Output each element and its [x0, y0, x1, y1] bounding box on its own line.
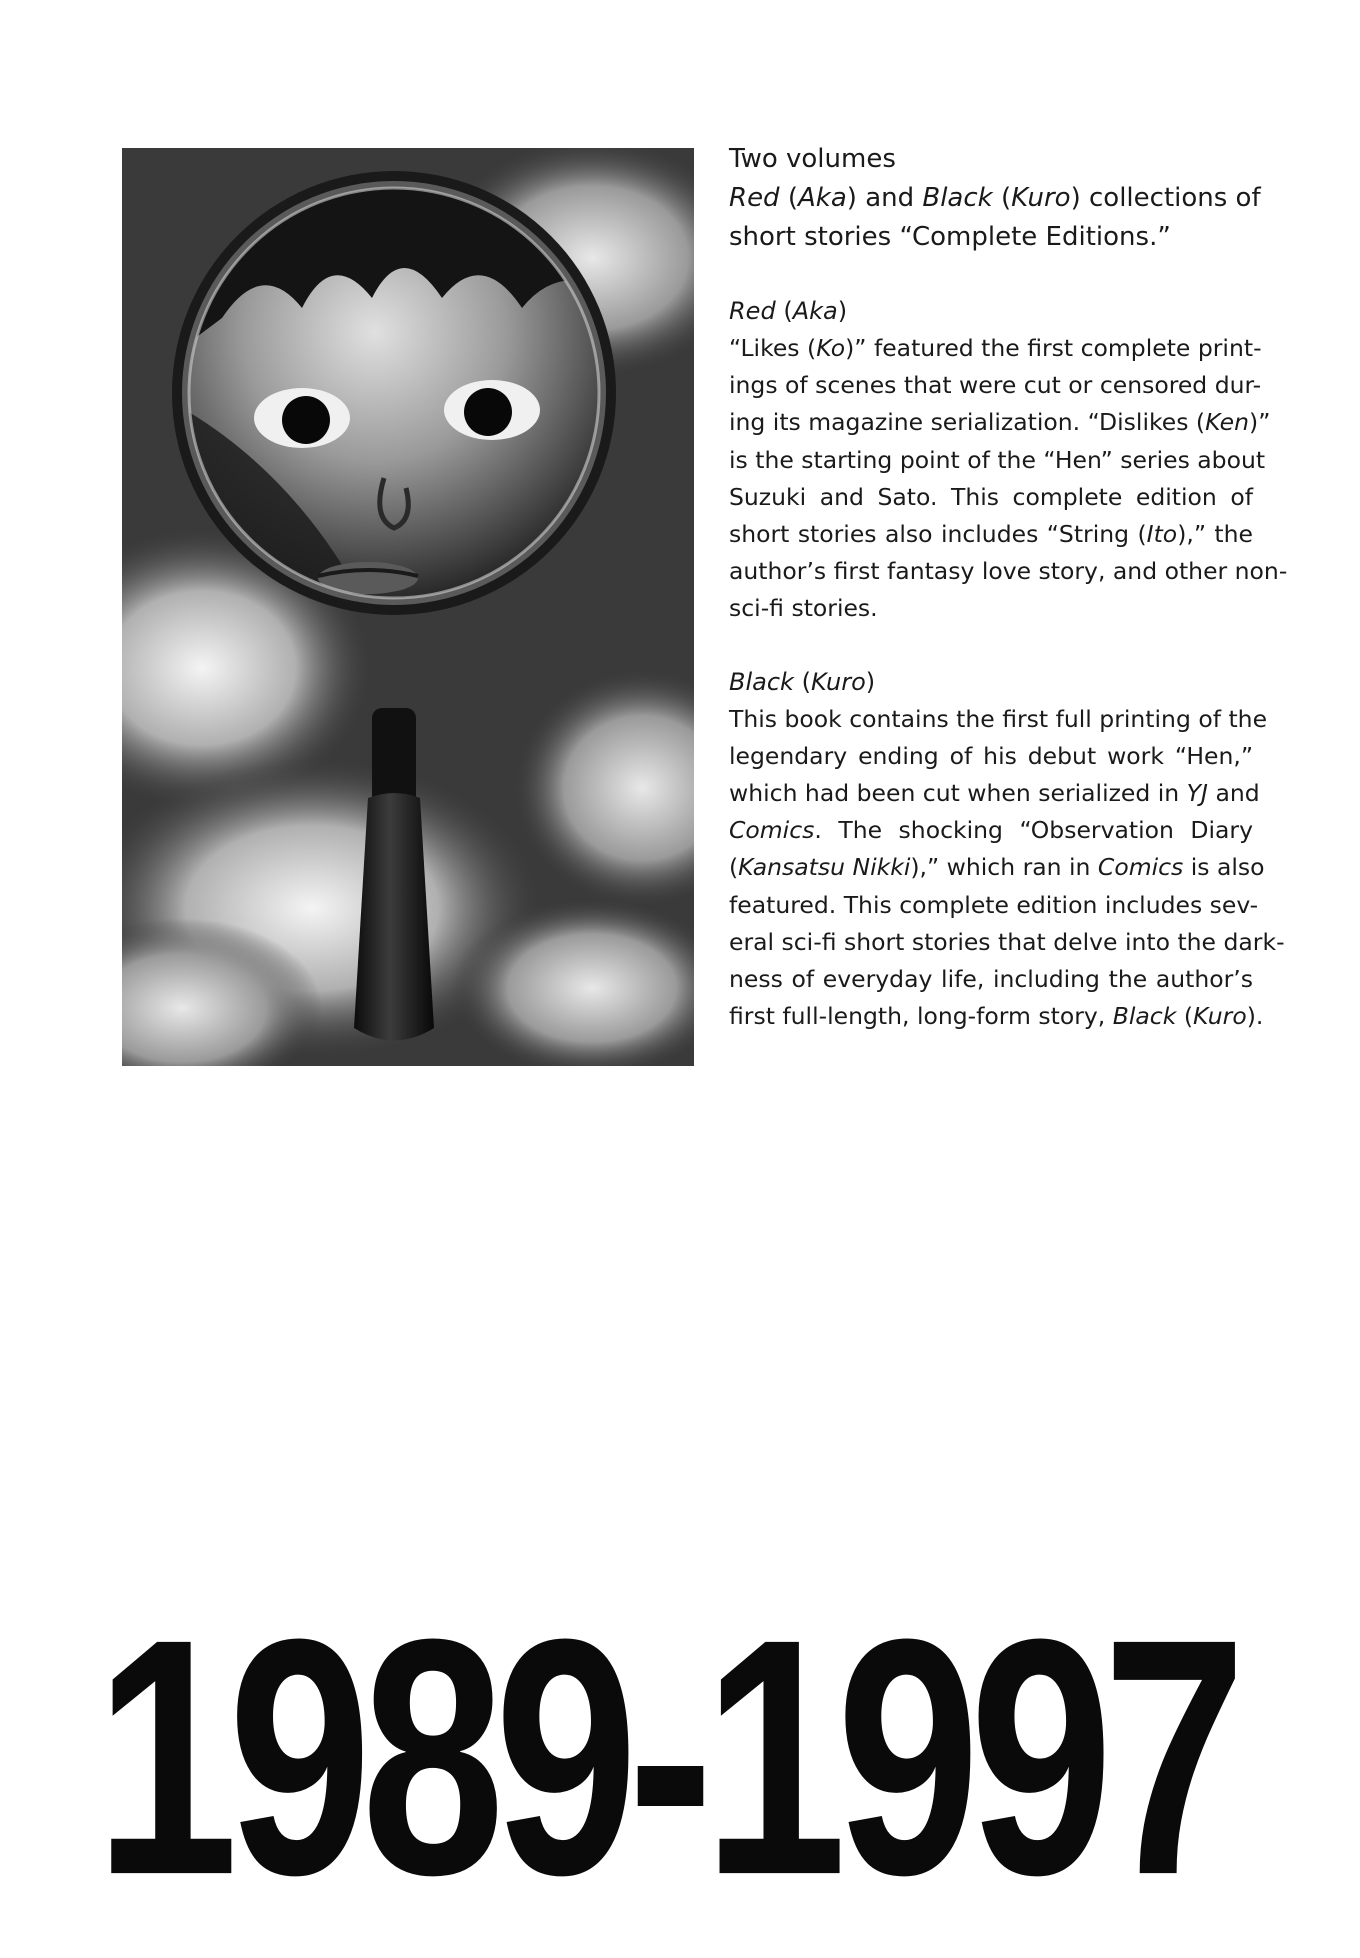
cover-illustration [122, 148, 694, 1066]
italic-term: YJ [1186, 779, 1208, 808]
text-run: and [1207, 779, 1260, 808]
italic-term: Kuro [1192, 1002, 1247, 1031]
red-title-main: Red [729, 297, 776, 325]
italic-term: Ko [816, 334, 846, 362]
red-section-title [729, 293, 1253, 330]
black-section-line [729, 775, 1260, 812]
text-run: ),” which ran in [910, 853, 1098, 882]
year-range-heading: 1989-1997 [95, 1568, 1236, 1945]
text-run: legendary ending of his debut work “Hen,” [729, 741, 1253, 770]
text-run: Suzuki and Sato. This complete edition of [729, 482, 1253, 511]
italic-term: Black [1112, 1002, 1177, 1031]
text-run: ). [1246, 1002, 1264, 1031]
intro-text [729, 140, 1261, 257]
intro-line-2 [729, 179, 1261, 218]
black-section-line [729, 701, 1268, 738]
black-section-line [729, 738, 1253, 775]
black-title-paren-open: ( [793, 667, 811, 696]
text-run: author’s first fantasy love story, and other non- [729, 557, 1288, 586]
text-run: ),” the [1177, 520, 1253, 549]
intro-kuro: Kuro [1011, 183, 1071, 213]
text-run: )” [1249, 408, 1271, 437]
red-section-line [729, 479, 1253, 516]
description-block [729, 140, 1288, 1035]
italic-term: Kansatsu Nikki [738, 853, 911, 882]
intro-collections: ) collections of [1070, 183, 1261, 213]
black-section-line [729, 849, 1265, 886]
red-section-line [729, 553, 1288, 590]
black-title-paren-close: ) [865, 667, 876, 696]
red-section-line [729, 330, 1262, 367]
italic-term: Ito [1146, 520, 1178, 549]
red-title-paren-close: ) [837, 297, 848, 325]
text-run: ings of scenes that were cut or censored dur- [729, 371, 1262, 400]
intro-paren: ( [779, 183, 798, 213]
text-run: is the starting point of the “Hen” series about [729, 445, 1266, 474]
text-run: . The shocking “Observation Diary [814, 816, 1253, 845]
black-title-sub: Kuro [810, 667, 866, 696]
black-section-title [729, 664, 1253, 701]
text-run: which had been cut when serialized in [729, 779, 1187, 808]
text-run: ( [1176, 1002, 1193, 1031]
text-run: short stories also includes “String ( [729, 520, 1147, 549]
text-run: featured. This complete edition includes sev- [729, 890, 1259, 919]
italic-term: Comics [1097, 853, 1184, 882]
text-run: “Likes ( [729, 334, 817, 362]
black-section-line [729, 924, 1285, 961]
text-run: This book contains the first full printing of the [729, 704, 1268, 733]
black-section-line [729, 812, 1253, 849]
red-section-line [729, 442, 1266, 479]
text-run: ing its magazine serialization. “Dislikes ( [729, 408, 1206, 437]
text-run: ness of everyday life, including the author’s [729, 965, 1253, 994]
intro-line-1: Two volumes [729, 144, 896, 174]
black-section-line [729, 998, 1264, 1035]
red-section-line [729, 404, 1271, 441]
intro-aka: Aka [798, 183, 847, 213]
text-run: )” featured the first complete print- [845, 334, 1262, 362]
red-section-line [729, 590, 1253, 627]
intro-red-title: Red [729, 183, 780, 213]
red-section-line [729, 367, 1262, 404]
intro-paren-2: ( [992, 183, 1012, 213]
black-section-line [729, 887, 1259, 924]
text-run: is also [1183, 853, 1265, 882]
text-run: ( [729, 853, 739, 882]
italic-term: Comics [729, 816, 815, 845]
text-run: sci-fi stories. [729, 594, 878, 623]
intro-and: ) and [846, 183, 923, 213]
red-title-sub: Aka [792, 297, 838, 325]
intro-line-3: short stories “Complete Editions.” [729, 222, 1171, 252]
text-run: first full-length, long-form story, [729, 1002, 1113, 1031]
intro-black-title: Black [922, 183, 993, 213]
black-section-line [729, 961, 1253, 998]
black-section-body [729, 701, 1285, 1036]
red-section-body [729, 330, 1288, 628]
red-title-paren-open: ( [775, 297, 793, 325]
black-title-main: Black [729, 667, 794, 696]
italic-term: Ken [1205, 408, 1250, 437]
text-run: eral sci-fi short stories that delve into the dark- [729, 927, 1285, 956]
red-section-line [729, 516, 1253, 553]
